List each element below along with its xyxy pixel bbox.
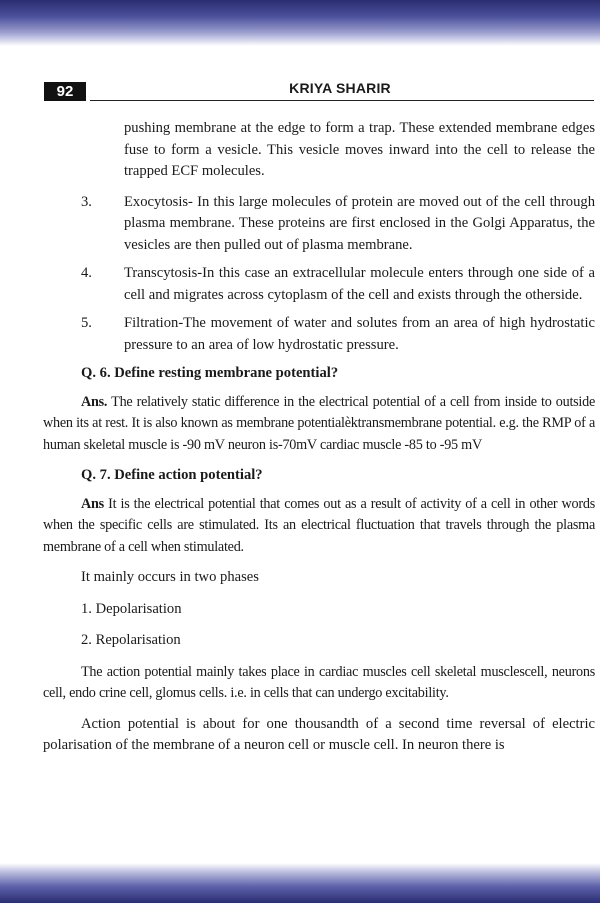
action-potential-locations-paragraph: The action potential mainly takes place in cardiac muscles cell skeletal musclescell, neurons cell, endo crine cell, glomus cells. i.e. in cells that can undergo excitability.	[43, 663, 595, 701]
answer-label: Ans	[81, 495, 104, 512]
answer-6-paragraph	[43, 392, 595, 457]
phase-repolarisation: 2. Repolarisation	[81, 632, 181, 648]
answer-label: Ans.	[81, 393, 108, 410]
list-item-text: Filtration-The movement of water and solutes from an area of high hydrostatic pressure to an area of low hydrostatic pressure.	[124, 315, 595, 353]
list-item-text: Transcytosis-In this case an extracellular molecule enters through one side of a cell and migrates across cytoplasm of the cell and exists through the otherside.	[124, 265, 595, 303]
page-body	[43, 118, 595, 766]
header-rule	[90, 100, 594, 101]
question-7-heading: Q. 7. Define action potential?	[81, 467, 263, 483]
bottom-decorative-band	[0, 863, 600, 903]
answer-text: It is the electrical potential that comes out as a result of activity of a cell in other words when the specific cells are stimulated. Its an electrical fluctuation that travels through the plasma membrane of a cell when stimulated.	[43, 495, 595, 555]
continued-paragraph: pushing membrane at the edge to form a trap. These extended membrane edges fuse to form a vesicle. This vesicle moves inward into the cell to release the trapped ECF molecules.	[124, 120, 595, 179]
list-item	[43, 263, 595, 306]
list-item-number: 4.	[81, 265, 92, 281]
answer-text: The relatively static difference in the electrical potential of a cell from inside to outside when its at rest. It is also known as membrane potentialèktransmembrane potential. e.g. the RMP of a human skeletal muscle is -90 mV neuron is-70mV cardiac muscle -85 to -95 mV	[43, 393, 595, 453]
list-item	[43, 192, 595, 257]
list-item-number: 5.	[81, 315, 92, 331]
question-6-heading: Q. 6. Define resting membrane potential?	[81, 365, 339, 381]
list-item-number: 3.	[81, 193, 92, 210]
phases-intro: It mainly occurs in two phases	[81, 569, 259, 585]
action-potential-duration-paragraph: Action potential is about for one thousandth of a second time reversal of electric polarisation of the membrane of a neuron cell or muscle cell. In neuron there is	[43, 715, 595, 753]
answer-7-paragraph	[43, 494, 595, 559]
page-number: 92	[44, 82, 86, 101]
top-decorative-band	[0, 0, 600, 46]
running-title: KRIYA SHARIR	[289, 80, 391, 96]
list-item	[43, 313, 595, 356]
list-item-text: Exocytosis- In this large molecules of protein are moved out of the cell through plasma membrane. These proteins are first enclosed in the Golgi Apparatus, the vesicles are then pulled out of plasma membrane.	[124, 193, 595, 253]
phase-depolarisation: 1. Depolarisation	[81, 600, 182, 617]
